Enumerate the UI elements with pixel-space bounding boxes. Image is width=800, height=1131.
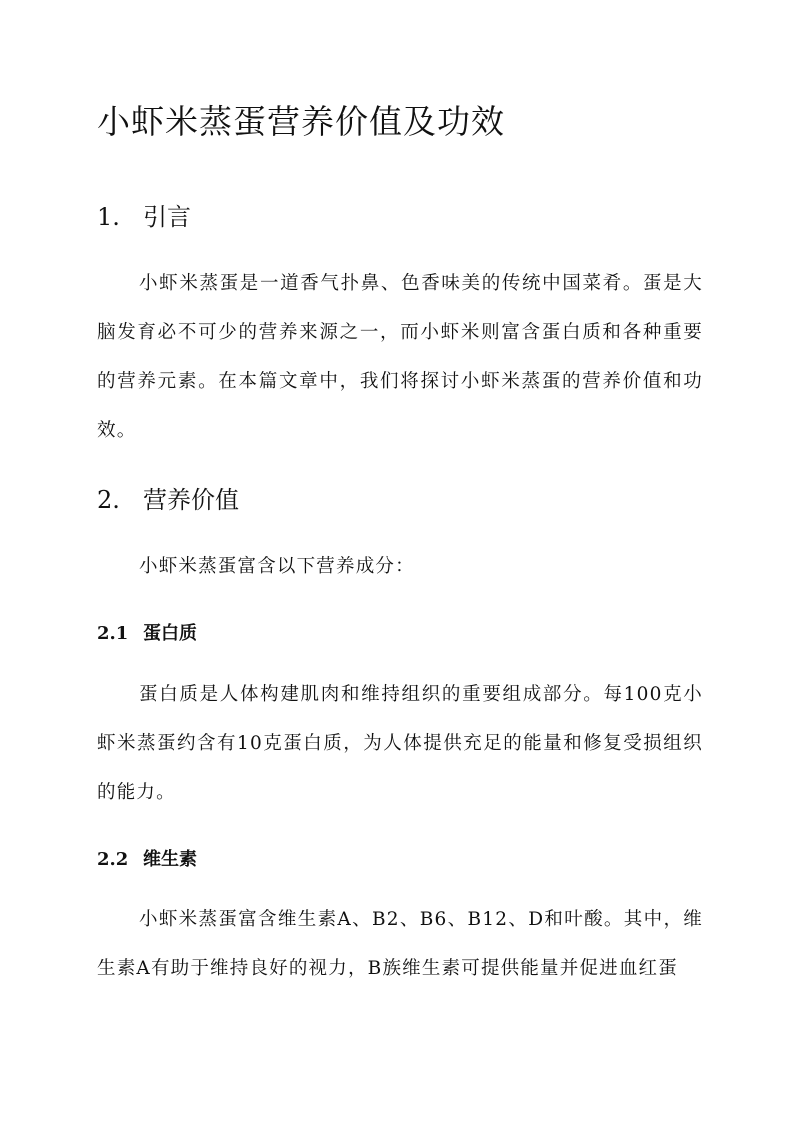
nutrition-intro-paragraph: 小虾米蒸蛋富含以下营养成分： <box>139 556 415 577</box>
subsection-title: 维生素 <box>143 849 197 870</box>
document-title: 小虾米蒸蛋营养价值及功效 <box>97 102 505 141</box>
subsection-number: 2.1 <box>97 623 129 644</box>
section-title: 引言 <box>143 203 191 231</box>
subsection-number: 2.2 <box>97 849 129 870</box>
subsection-title: 蛋白质 <box>143 623 197 644</box>
introduction-paragraph: 小虾米蒸蛋是一道香气扑鼻、色香味美的传统中国菜肴。蛋是大脑发育必不可少的营养来源之一，而小虾米则富含蛋白质和各种重要的营养元素。在本篇文章中，我们将探讨小虾米蒸蛋的营养价值和功效。 <box>97 273 703 441</box>
vitamins-paragraph: 小虾米蒸蛋富含维生素A、B2、B6、B12、D和叶酸。其中，维生素A有助于维持良好的视力，B族维生素可提供能量并促进血红蛋 <box>97 909 703 979</box>
subsection-heading-vitamins <box>97 845 197 871</box>
protein-paragraph: 蛋白质是人体构建肌肉和维持组织的重要组成部分。每100克小虾米蒸蛋约含有10克蛋白质，为人体提供充足的能量和修复受损组织的能力。 <box>97 684 703 803</box>
section-title: 营养价值 <box>143 486 239 514</box>
section-number: 1. <box>97 203 120 231</box>
section-number: 2. <box>97 486 120 514</box>
subsection-heading-protein <box>97 619 197 645</box>
section-heading-nutrition <box>97 480 239 515</box>
section-heading-introduction <box>97 197 191 232</box>
